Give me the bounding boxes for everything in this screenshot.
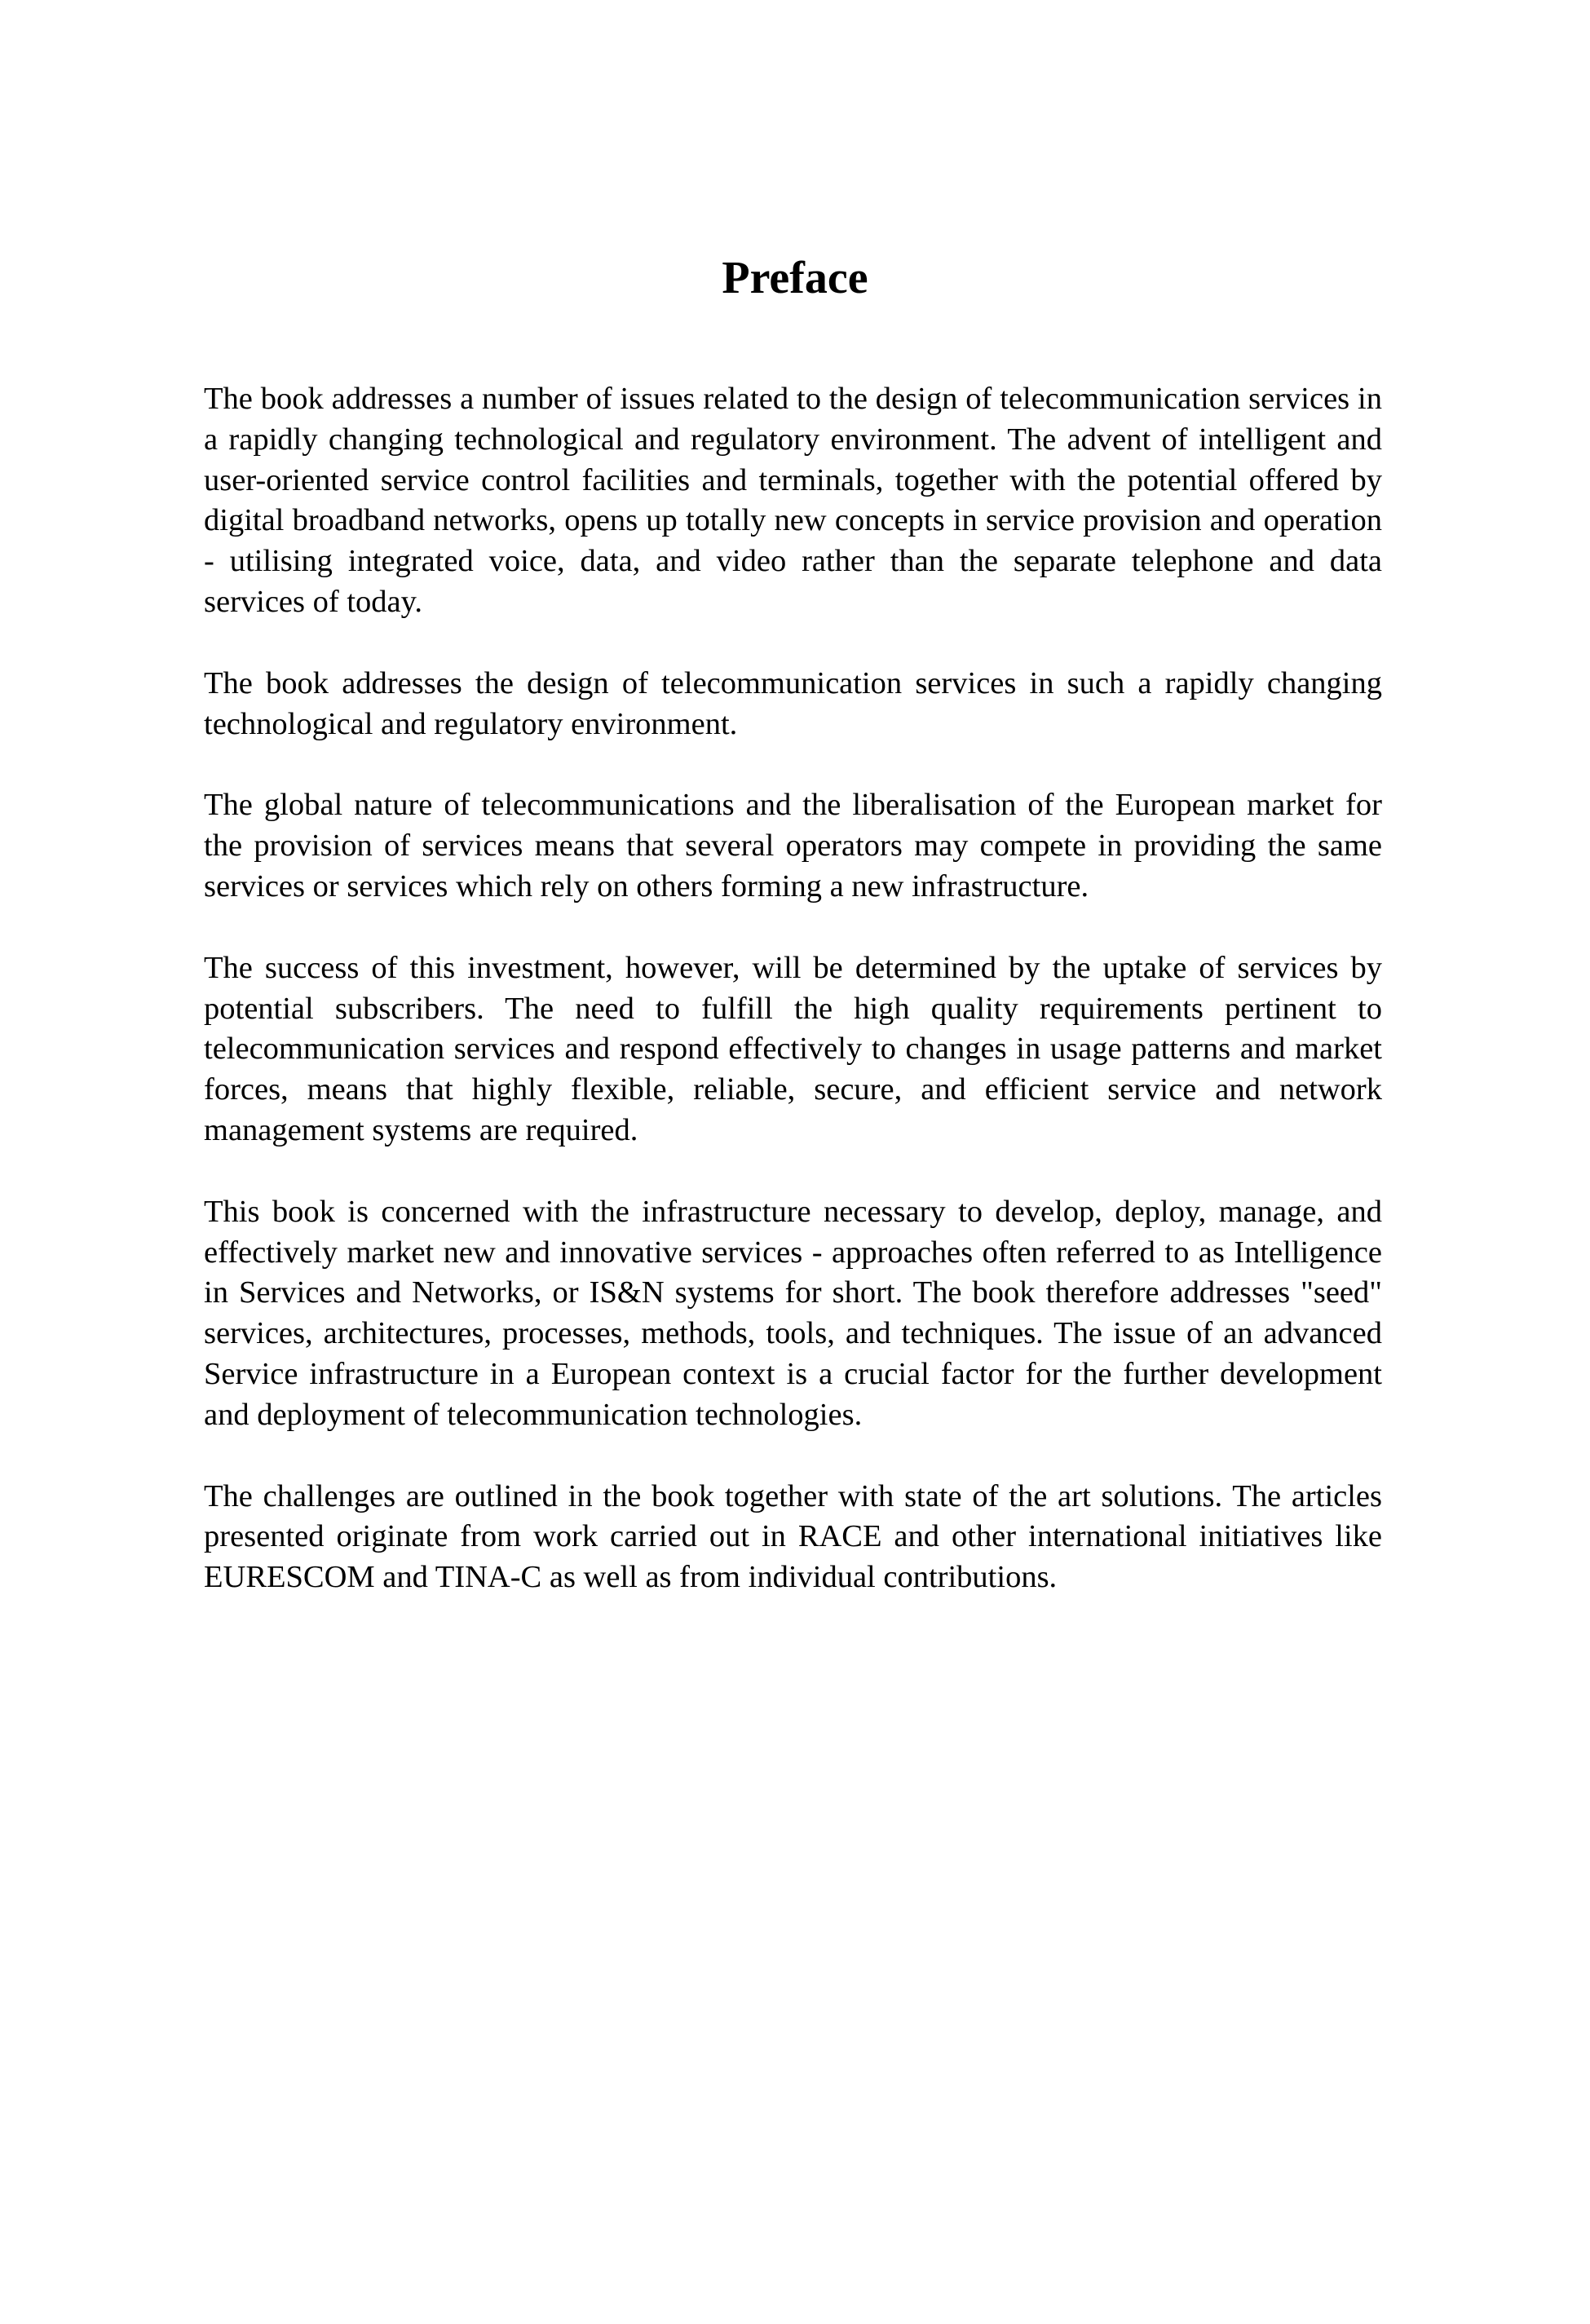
page-title: Preface <box>722 252 868 303</box>
paragraph: This book is concerned with the infrastructure necessary to develop, deploy, manage, and effectively market new and innovative services - approaches often referred to as Intelligence in Services and Networks, or IS&N systems for short. The book therefore addresses "seed" services, architectures, processes, methods, tools, and techniques. The issue of an advanced Service infrastructure in a European context is a crucial factor for the further development and deployment of telecommunication technologies. <box>204 1194 1382 1432</box>
preface-body <box>204 379 1382 1639</box>
paragraph: The challenges are outlined in the book together with state of the art solutions. The articles presented originate from work carried out in RACE and other international initiatives like EURESCOM and TINA-C as well as from individual contributions. <box>204 1478 1382 1595</box>
paragraph: The book addresses a number of issues related to the design of telecommunication services in a rapidly changing technological and regulatory environment. The advent of intelligent and user-oriented service control facilities and terminals, together with the potential offered by digital broadband networks, opens up totally new concepts in service provision and operation - utilising integrated voice, data, and video rather than the separate telephone and data services of today. <box>204 382 1382 619</box>
paragraph: The global nature of telecommunications and the liberalisation of the European market for the provision of services means that several operators may compete in providing the same services or services which rely on others forming a new infrastructure. <box>204 788 1382 904</box>
paragraph: The success of this investment, however, will be determined by the uptake of services by potential subscribers. The need to fulfill the high quality requirements pertinent to telecommunication services and respond effectively to changes in usage patterns and market forces, means that highly flexible, reliable, secure, and efficient service and network management systems are required. <box>204 950 1382 1147</box>
paragraph: The book addresses the design of telecommunication services in such a rapidly changing technological and regulatory environment. <box>204 665 1382 741</box>
